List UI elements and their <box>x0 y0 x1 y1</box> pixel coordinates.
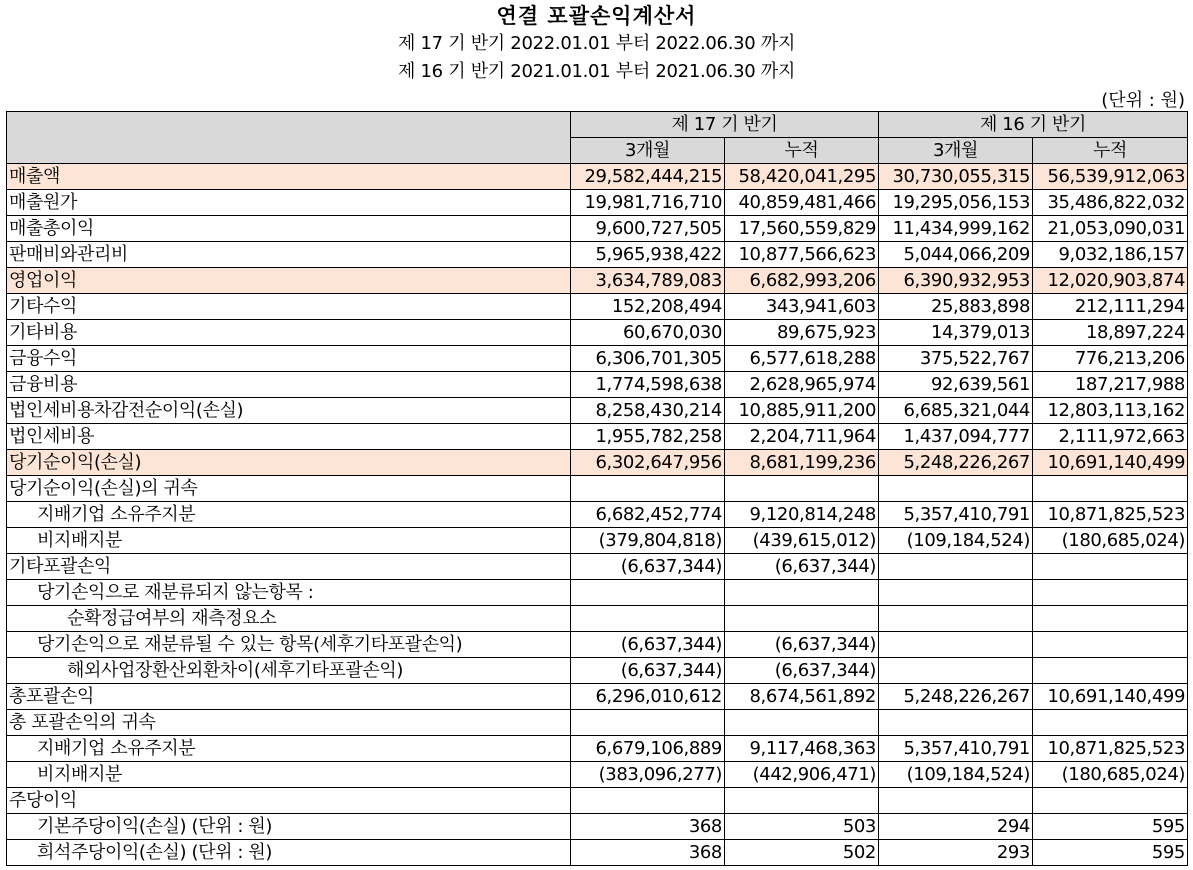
value-cell <box>725 476 879 502</box>
row-label: 기타포괄손익 <box>7 554 571 580</box>
value-cell: 595 <box>1033 814 1188 840</box>
row-label: 당기손익으로 재분류될 수 있는 항목(세후기타포괄손익) <box>7 632 571 658</box>
table-row <box>7 684 1188 710</box>
header-period-17: 제 17 기 반기 <box>571 112 879 138</box>
value-cell: (6,637,344) <box>725 632 879 658</box>
value-cell: 30,730,055,315 <box>879 164 1033 190</box>
value-cell <box>879 476 1033 502</box>
value-cell: 9,117,468,363 <box>725 736 879 762</box>
value-cell: 10,885,911,200 <box>725 398 879 424</box>
value-cell <box>879 554 1033 580</box>
value-cell: 503 <box>725 814 879 840</box>
value-cell: 29,582,444,215 <box>571 164 725 190</box>
period-prior: 제 16 기 반기 2021.01.01 부터 2021.06.30 까지 <box>397 61 796 82</box>
table-row <box>7 606 1188 632</box>
value-cell: 3,634,789,083 <box>571 268 725 294</box>
value-cell: 375,522,767 <box>879 346 1033 372</box>
value-cell: 10,691,140,499 <box>1033 450 1188 476</box>
value-cell <box>879 632 1033 658</box>
value-cell: 6,296,010,612 <box>571 684 725 710</box>
statement-header <box>0 0 1193 86</box>
value-cell <box>1033 788 1188 814</box>
page-title: 연결 포괄손익계산서 <box>496 4 697 28</box>
value-cell: 8,258,430,214 <box>571 398 725 424</box>
value-cell <box>879 788 1033 814</box>
value-cell <box>879 580 1033 606</box>
value-cell <box>1033 580 1188 606</box>
value-cell <box>725 788 879 814</box>
value-cell: (6,637,344) <box>725 554 879 580</box>
value-cell <box>1033 476 1188 502</box>
value-cell: (379,804,818) <box>571 528 725 554</box>
value-cell: 18,897,224 <box>1033 320 1188 346</box>
header-period-16: 제 16 기 반기 <box>879 112 1188 138</box>
value-cell <box>1033 710 1188 736</box>
row-label: 당기손익으로 재분류되지 않는항목 : <box>7 580 571 606</box>
header-blank <box>7 112 571 164</box>
table-row <box>7 320 1188 346</box>
table-row <box>7 762 1188 788</box>
row-label: 판매비와관리비 <box>7 242 571 268</box>
value-cell: 40,859,481,466 <box>725 190 879 216</box>
table-row <box>7 398 1188 424</box>
value-cell: 9,120,814,248 <box>725 502 879 528</box>
value-cell: (6,637,344) <box>571 658 725 684</box>
value-cell <box>725 710 879 736</box>
value-cell: (6,637,344) <box>571 632 725 658</box>
value-cell: 6,685,321,044 <box>879 398 1033 424</box>
value-cell <box>571 476 725 502</box>
table-row <box>7 372 1188 398</box>
value-cell: 8,674,561,892 <box>725 684 879 710</box>
value-cell: 6,302,647,956 <box>571 450 725 476</box>
row-label: 매출총이익 <box>7 216 571 242</box>
value-cell: 19,295,056,153 <box>879 190 1033 216</box>
value-cell: 10,691,140,499 <box>1033 684 1188 710</box>
value-cell: 10,871,825,523 <box>1033 502 1188 528</box>
value-cell: (109,184,524) <box>879 528 1033 554</box>
value-cell <box>725 580 879 606</box>
value-cell: 343,941,603 <box>725 294 879 320</box>
value-cell: 294 <box>879 814 1033 840</box>
value-cell: 6,390,932,953 <box>879 268 1033 294</box>
table-row <box>7 814 1188 840</box>
value-cell: 60,670,030 <box>571 320 725 346</box>
value-cell: 6,679,106,889 <box>571 736 725 762</box>
value-cell: 293 <box>879 840 1033 866</box>
value-cell: 6,682,452,774 <box>571 502 725 528</box>
value-cell: 368 <box>571 840 725 866</box>
row-label: 희석주당이익(손실) (단위 : 원) <box>7 840 571 866</box>
value-cell: (180,685,024) <box>1033 528 1188 554</box>
table-row <box>7 268 1188 294</box>
value-cell: 2,111,972,663 <box>1033 424 1188 450</box>
value-cell: 25,883,898 <box>879 294 1033 320</box>
table-row <box>7 190 1188 216</box>
value-cell: 502 <box>725 840 879 866</box>
value-cell <box>571 580 725 606</box>
value-cell: 5,044,066,209 <box>879 242 1033 268</box>
row-label: 금융수익 <box>7 346 571 372</box>
value-cell: 9,032,186,157 <box>1033 242 1188 268</box>
value-cell: 89,675,923 <box>725 320 879 346</box>
table-row <box>7 736 1188 762</box>
table-row <box>7 658 1188 684</box>
table-row <box>7 710 1188 736</box>
value-cell: 212,111,294 <box>1033 294 1188 320</box>
value-cell: 12,803,113,162 <box>1033 398 1188 424</box>
value-cell: 21,053,090,031 <box>1033 216 1188 242</box>
header-cumulative: 누적 <box>725 138 879 164</box>
row-label: 매출액 <box>7 164 571 190</box>
value-cell <box>571 788 725 814</box>
row-label: 총포괄손익 <box>7 684 571 710</box>
value-cell <box>1033 554 1188 580</box>
row-label: 지배기업 소유주지분 <box>7 736 571 762</box>
value-cell: 5,357,410,791 <box>879 736 1033 762</box>
value-cell: 368 <box>571 814 725 840</box>
table-row <box>7 346 1188 372</box>
value-cell: 9,600,727,505 <box>571 216 725 242</box>
period-current: 제 17 기 반기 2022.01.01 부터 2022.06.30 까지 <box>397 33 796 54</box>
value-cell <box>879 710 1033 736</box>
value-cell <box>1033 606 1188 632</box>
value-cell: 17,560,559,829 <box>725 216 879 242</box>
value-cell: 92,639,561 <box>879 372 1033 398</box>
table-row <box>7 424 1188 450</box>
table-row <box>7 502 1188 528</box>
value-cell: 12,020,903,874 <box>1033 268 1188 294</box>
unit-label: (단위 : 원) <box>1101 90 1185 111</box>
value-cell: (442,906,471) <box>725 762 879 788</box>
value-cell: 35,486,822,032 <box>1033 190 1188 216</box>
row-label: 영업이익 <box>7 268 571 294</box>
value-cell: 595 <box>1033 840 1188 866</box>
value-cell: 5,965,938,422 <box>571 242 725 268</box>
value-cell <box>571 606 725 632</box>
row-label: 비지배지분 <box>7 528 571 554</box>
row-label: 매출원가 <box>7 190 571 216</box>
table-row <box>7 242 1188 268</box>
value-cell: 6,306,701,305 <box>571 346 725 372</box>
table-row <box>7 840 1188 866</box>
value-cell: 5,248,226,267 <box>879 684 1033 710</box>
value-cell: (383,096,277) <box>571 762 725 788</box>
value-cell <box>571 710 725 736</box>
header-cumulative: 누적 <box>1033 138 1188 164</box>
value-cell: 56,539,912,063 <box>1033 164 1188 190</box>
value-cell <box>879 606 1033 632</box>
value-cell: 14,379,013 <box>879 320 1033 346</box>
table-row <box>7 788 1188 814</box>
value-cell <box>725 606 879 632</box>
value-cell: 6,577,618,288 <box>725 346 879 372</box>
row-label: 법인세비용 <box>7 424 571 450</box>
value-cell <box>1033 658 1188 684</box>
header-row-1 <box>7 112 1188 138</box>
row-label: 해외사업장환산외환차이(세후기타포괄손익) <box>7 658 571 684</box>
row-label: 주당이익 <box>7 788 571 814</box>
value-cell: 5,248,226,267 <box>879 450 1033 476</box>
value-cell: 5,357,410,791 <box>879 502 1033 528</box>
header-3months: 3개월 <box>571 138 725 164</box>
row-label: 당기순이익(손실) <box>7 450 571 476</box>
row-label: 순확정급여부의 재측정요소 <box>7 606 571 632</box>
header-3months: 3개월 <box>879 138 1033 164</box>
value-cell: 776,213,206 <box>1033 346 1188 372</box>
income-statement-table <box>6 111 1188 866</box>
value-cell: 2,204,711,964 <box>725 424 879 450</box>
row-label: 법인세비용차감전순이익(손실) <box>7 398 571 424</box>
table-row <box>7 450 1188 476</box>
row-label: 당기순이익(손실)의 귀속 <box>7 476 571 502</box>
value-cell: 1,437,094,777 <box>879 424 1033 450</box>
value-cell: 10,871,825,523 <box>1033 736 1188 762</box>
table-row <box>7 580 1188 606</box>
value-cell <box>879 658 1033 684</box>
table-row <box>7 216 1188 242</box>
value-cell: 6,682,993,206 <box>725 268 879 294</box>
value-cell: (439,615,012) <box>725 528 879 554</box>
value-cell: 187,217,988 <box>1033 372 1188 398</box>
value-cell <box>1033 632 1188 658</box>
value-cell: 19,981,716,710 <box>571 190 725 216</box>
table-row <box>7 164 1188 190</box>
row-label: 비지배지분 <box>7 762 571 788</box>
row-label: 총 포괄손익의 귀속 <box>7 710 571 736</box>
table-row <box>7 476 1188 502</box>
value-cell: 2,628,965,974 <box>725 372 879 398</box>
row-label: 기타비용 <box>7 320 571 346</box>
row-label: 지배기업 소유주지분 <box>7 502 571 528</box>
value-cell: 152,208,494 <box>571 294 725 320</box>
row-label: 금융비용 <box>7 372 571 398</box>
value-cell: 1,774,598,638 <box>571 372 725 398</box>
table-row <box>7 632 1188 658</box>
value-cell: 10,877,566,623 <box>725 242 879 268</box>
value-cell: 11,434,999,162 <box>879 216 1033 242</box>
table-row <box>7 528 1188 554</box>
value-cell: (6,637,344) <box>725 658 879 684</box>
value-cell: 58,420,041,295 <box>725 164 879 190</box>
row-label: 기본주당이익(손실) (단위 : 원) <box>7 814 571 840</box>
value-cell: 8,681,199,236 <box>725 450 879 476</box>
table-row <box>7 294 1188 320</box>
row-label: 기타수익 <box>7 294 571 320</box>
value-cell: (180,685,024) <box>1033 762 1188 788</box>
value-cell: (6,637,344) <box>571 554 725 580</box>
value-cell: (109,184,524) <box>879 762 1033 788</box>
table-row <box>7 554 1188 580</box>
value-cell: 1,955,782,258 <box>571 424 725 450</box>
